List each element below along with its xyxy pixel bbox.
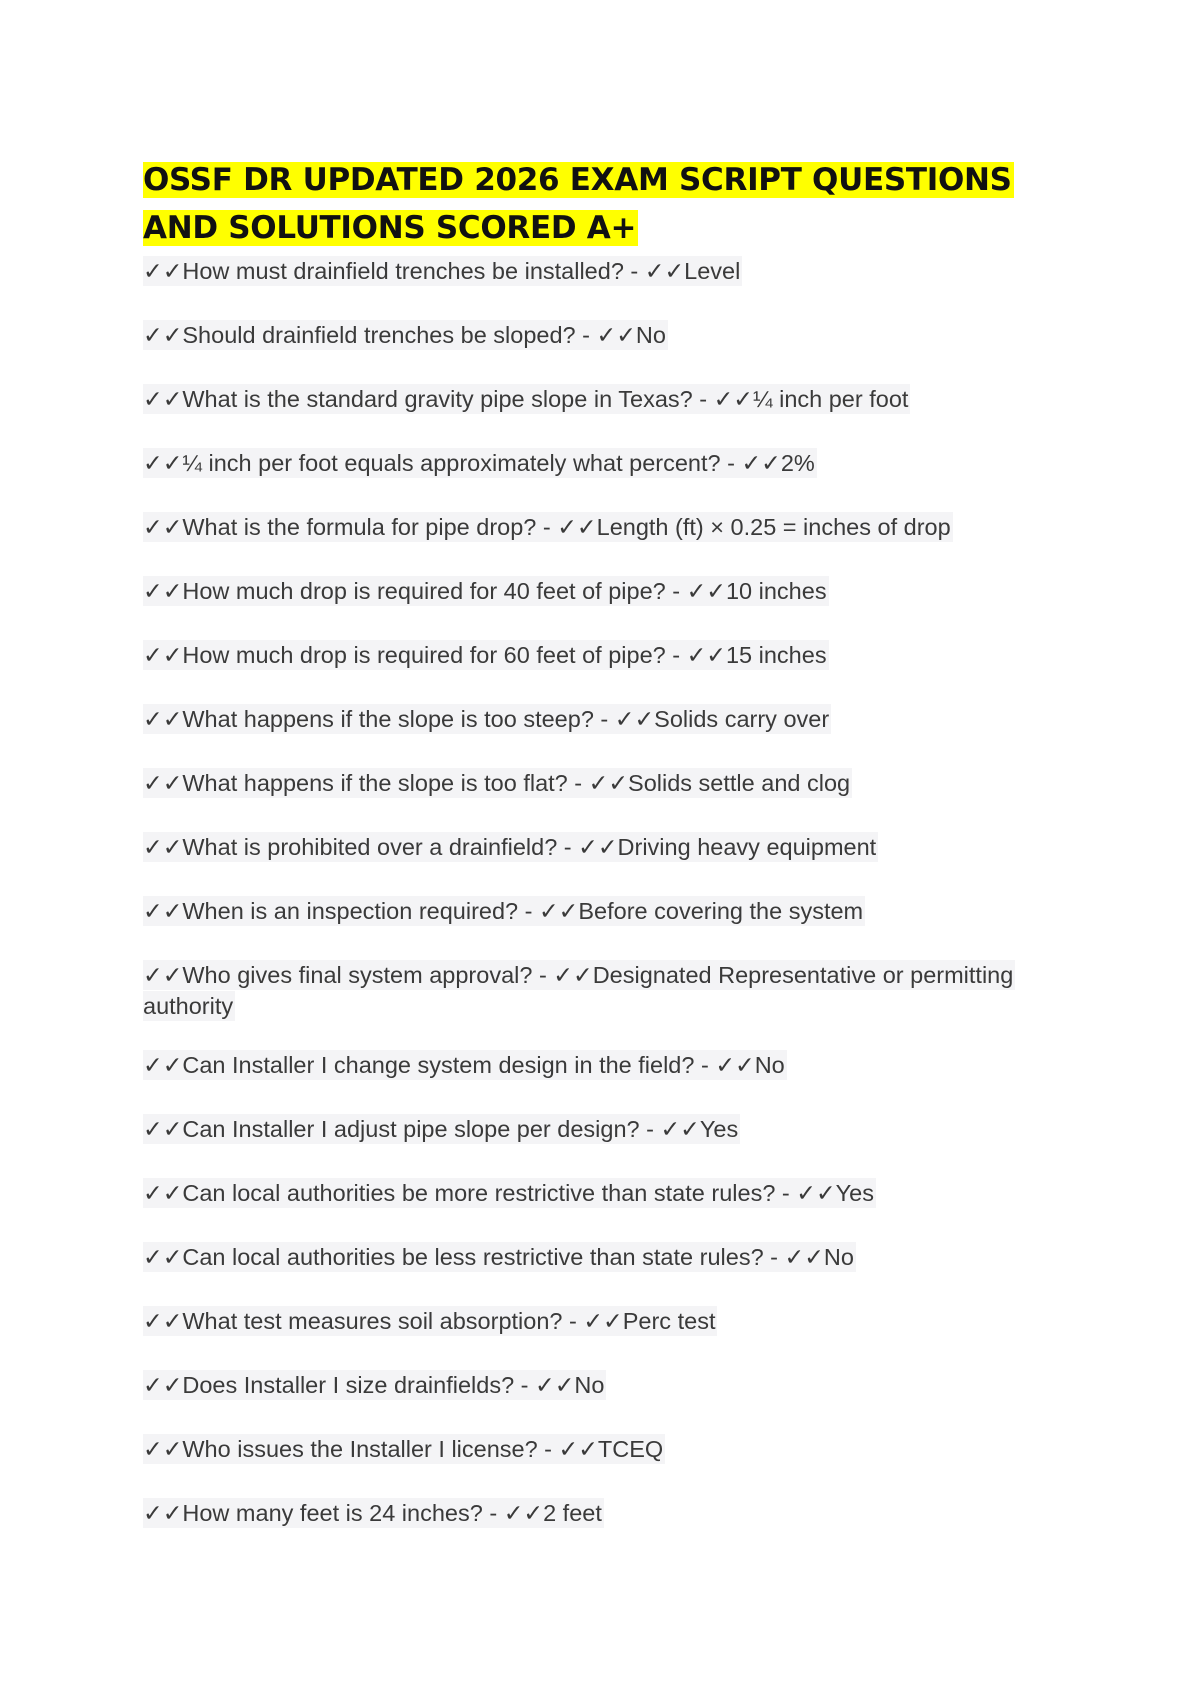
qa-text: ✓✓What is the standard gravity pipe slope in Texas? - ✓✓¼ inch per foot — [143, 386, 909, 412]
document-title-text: OSSF DR UPDATED 2026 EXAM SCRIPT QUESTIONS AND SOLUTIONS SCORED A+ — [143, 162, 1012, 246]
qa-text: ✓✓How must drainfield trenches be installed? - ✓✓Level — [143, 258, 741, 284]
qa-text: ✓✓Can local authorities be less restrictive than state rules? - ✓✓No — [143, 1244, 854, 1270]
document-page — [143, 156, 1023, 1562]
qa-item — [143, 256, 1023, 287]
qa-text: ✓✓How much drop is required for 40 feet of pipe? - ✓✓10 inches — [143, 578, 827, 604]
qa-list — [143, 256, 1023, 1529]
qa-text: ✓✓How much drop is required for 60 feet of pipe? - ✓✓15 inches — [143, 642, 827, 668]
qa-item — [143, 704, 1023, 735]
qa-text: ✓✓What is prohibited over a drainfield? - ✓✓Driving heavy equipment — [143, 834, 877, 860]
qa-item — [143, 768, 1023, 799]
qa-item — [143, 832, 1023, 863]
qa-item — [143, 1498, 1023, 1529]
qa-item — [143, 448, 1023, 479]
qa-text: ✓✓Can Installer I adjust pipe slope per design? - ✓✓Yes — [143, 1116, 739, 1142]
qa-text: ✓✓When is an inspection required? - ✓✓Before covering the system — [143, 898, 864, 924]
qa-item — [143, 1434, 1023, 1465]
qa-item — [143, 1114, 1023, 1145]
qa-item — [143, 512, 1023, 543]
qa-text: ✓✓Who gives final system approval? - ✓✓Designated Representative or permitting authority — [143, 962, 1014, 1019]
qa-text: ✓✓Does Installer I size drainfields? - ✓✓No — [143, 1372, 605, 1398]
qa-item — [143, 960, 1023, 1022]
qa-item — [143, 640, 1023, 671]
qa-text: ✓✓What test measures soil absorption? - ✓✓Perc test — [143, 1308, 716, 1334]
qa-item — [143, 384, 1023, 415]
qa-item — [143, 1306, 1023, 1337]
qa-text: ✓✓How many feet is 24 inches? - ✓✓2 feet — [143, 1500, 602, 1526]
qa-text: ✓✓¼ inch per foot equals approximately what percent? - ✓✓2% — [143, 450, 815, 476]
qa-item — [143, 1050, 1023, 1081]
qa-item — [143, 320, 1023, 351]
document-title — [143, 156, 1023, 252]
qa-text: ✓✓What is the formula for pipe drop? - ✓✓Length (ft) × 0.25 = inches of drop — [143, 514, 951, 540]
qa-item — [143, 576, 1023, 607]
qa-text: ✓✓Can local authorities be more restrictive than state rules? - ✓✓Yes — [143, 1180, 874, 1206]
qa-text: ✓✓What happens if the slope is too flat? - ✓✓Solids settle and clog — [143, 770, 851, 796]
qa-item — [143, 1242, 1023, 1273]
qa-text: ✓✓Who issues the Installer I license? - ✓✓TCEQ — [143, 1436, 664, 1462]
qa-text: ✓✓Can Installer I change system design in the field? - ✓✓No — [143, 1052, 785, 1078]
qa-item — [143, 1370, 1023, 1401]
qa-text: ✓✓Should drainfield trenches be sloped? - ✓✓No — [143, 322, 666, 348]
qa-item — [143, 1178, 1023, 1209]
qa-item — [143, 896, 1023, 927]
qa-text: ✓✓What happens if the slope is too steep? - ✓✓Solids carry over — [143, 706, 830, 732]
